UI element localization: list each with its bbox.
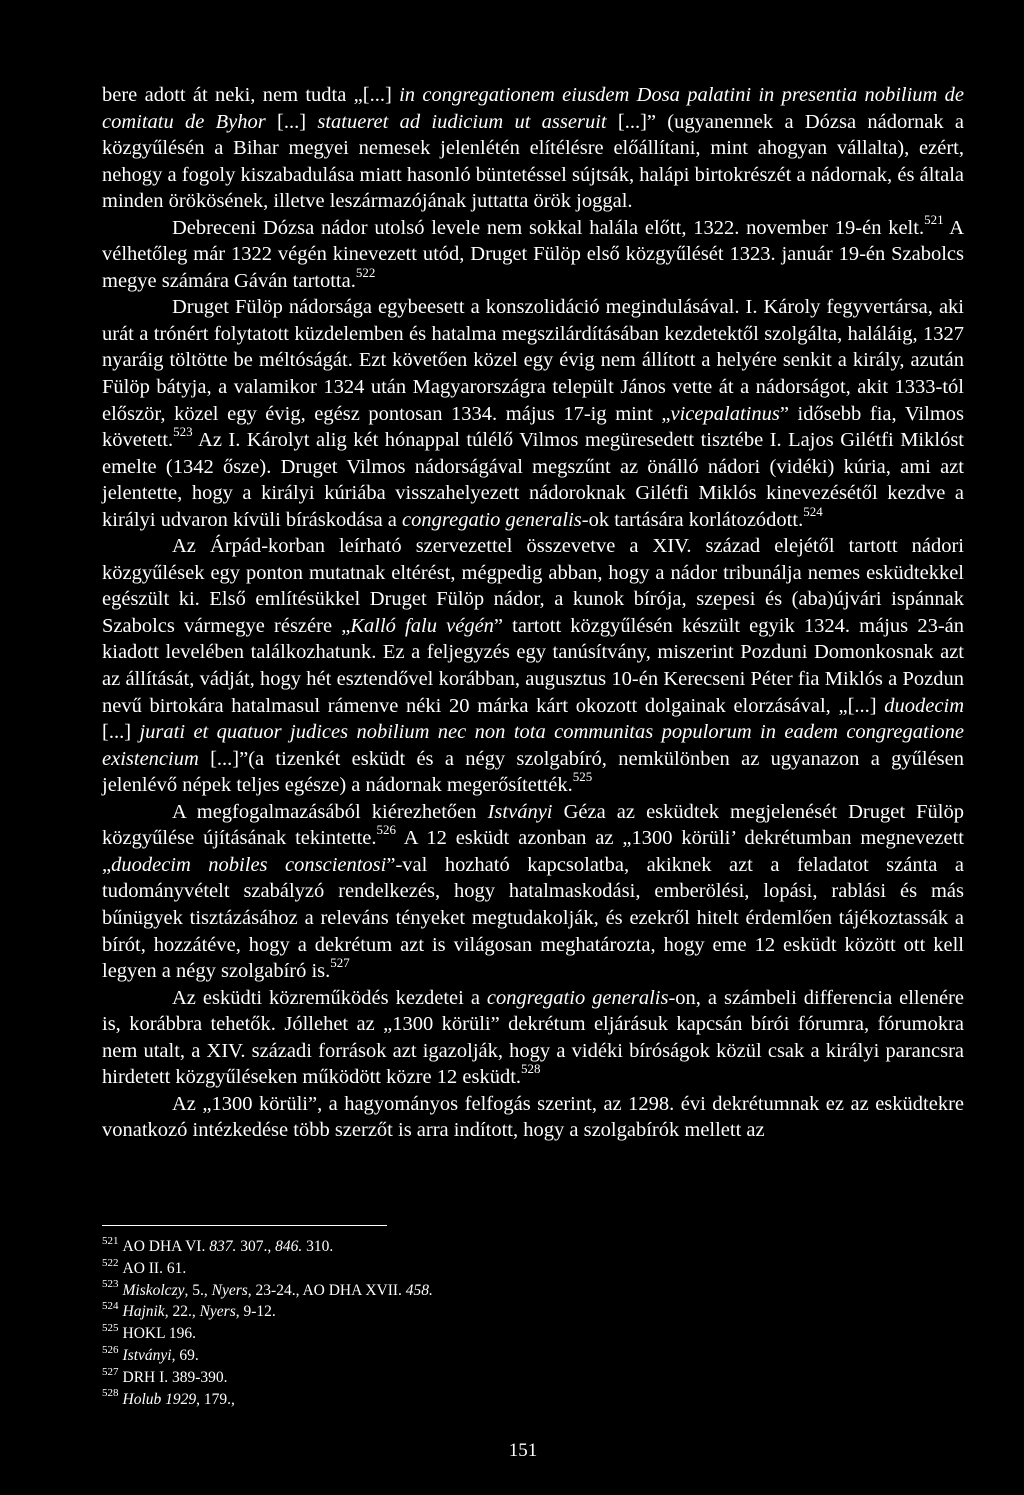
text-run: Az Árpád-korban leírható szervezettel összevetve a XIV. század elejétől tartott nádori közgyűlések egy ponton mutatnak eltérést, mégpedig abban, hogy a nádor tribunálja nemes esküdtekkel egészült ki. Első említésükkel Druget Fülöp nádor, a kunok bírója, szepesi és (aba)újvári ispánnak Szabolcs vármegye részére „ xyxy=(102,535,964,637)
text-run: AO II. 61. xyxy=(122,1259,187,1277)
footnote-number: 521 xyxy=(102,1234,119,1247)
text-run: Az „1300 körüli”, a hagyományos felfogás szerint, az 1298. évi dekrétumnak ez az esküdtekre vonatkozó intézkedése több szerzőt is arra indított, hogy a szolgabírók mellett az xyxy=(102,1092,964,1142)
italic-text: Miskolczy xyxy=(122,1281,185,1299)
text-run: [...] xyxy=(265,110,318,133)
footnote xyxy=(102,1389,962,1411)
footnote-number: 524 xyxy=(102,1300,119,1313)
footnote-number: 528 xyxy=(102,1387,119,1400)
text-run: , 9-12. xyxy=(235,1303,276,1321)
footnote-ref: 523 xyxy=(173,424,193,440)
text-run: DRH I. 389-390. xyxy=(122,1368,228,1386)
footnote-number: 525 xyxy=(102,1322,119,1335)
footnote xyxy=(102,1345,962,1367)
italic-text: Holub 1929 xyxy=(122,1390,197,1408)
text-run: ” idősebb fia, Vilmos követett. xyxy=(102,402,964,452)
footnote-number: 522 xyxy=(102,1256,119,1269)
footnote xyxy=(102,1258,962,1280)
text-run: Géza az esküdtek megjelenését Druget Fülöp közgyűlése újításának tekintette. xyxy=(102,800,964,850)
text-run: AO DHA VI. xyxy=(122,1238,210,1255)
italic-text: congregatio generalis xyxy=(402,508,582,531)
footnote-ref: 522 xyxy=(355,265,376,280)
text-run: Debreceni Dózsa nádor utolsó levele nem sokkal halála előtt, 1322. november 19-én kelt. xyxy=(172,216,925,239)
text-run: ”-val hozható kapcsolatba, akiknek azt a feladatot szánta a tudományvételt szabályzó rendelkezés, hogy hatalmaskodási, emberölési, lopási, rablási és más bűnügyek tisztázásához a releváns tényeket megtudakolják, és ezekről hitelt érdemlően tájékoztassák a bírót, hozzátéve, hogy a dekrétum azt is világosan meghatározta, hogy eme 12 esküdt között ott kell legyen a négy szolgabíró is. xyxy=(102,853,964,983)
italic-text: duodecim nobiles conscientosi xyxy=(111,853,387,876)
footnote-ref: 527 xyxy=(330,955,350,971)
footnote xyxy=(102,1323,962,1345)
text-run: Az I. Károlyt alig két hónappal túlélő Vilmos megüresedett tisztébe I. Lajos Gilétfi Miklóst emelte (1342 ősze). Druget Vilmos nádorságával megszűnt az önálló nádori (vidéki) kúria, ami azt jelentette, hogy a királyi kúriába visszahelyezett nádoroknak Gilétfi Miklós kinevezésétől kezdve a királyi udvaron kívüli bíráskodása a xyxy=(102,429,964,531)
italic-text: vicepalatinus xyxy=(670,402,780,425)
italic-text: congregatio generalis xyxy=(486,986,669,1009)
italic-text: Hajnik xyxy=(122,1303,165,1321)
paragraph xyxy=(102,294,964,533)
footnote-ref: 521 xyxy=(924,211,944,227)
text-run: [...]” (ugyanennek a Dózsa nádornak a közgyűlésén a Bihar megyei nemesek jelenlétén elítélésre előállítani, mint ahogyan vállalta), ezért, nehogy a fogoly kiszabadulása miatt hasonló büntetéssel sújtsák, halápi birtokrészét a nádornak, és általa minden örökösének, illetve leszármazójának juttatta örök joggal. xyxy=(102,110,965,213)
text-run: Az esküdti közreműködés kezdetei a xyxy=(172,986,487,1009)
paragraph xyxy=(102,211,964,295)
italic-text: jurati et quatuor judices nobilium nec non tota communitas populorum in eadem congregatione existencium xyxy=(102,721,964,770)
footnote-ref: 526 xyxy=(376,822,397,838)
body-text xyxy=(102,82,964,1144)
text-run: A vélhetőleg már 1322 végén kinevezett utód, Druget Fülöp első közgyűlését 1323. január 19-én Szabolcs megye számára Gáván tartotta. xyxy=(102,216,964,292)
italic-text: Nyers xyxy=(199,1303,236,1321)
text-run: A 12 esküdt azonban az „1300 körüli’ dekrétumban megnevezett „ xyxy=(102,827,965,876)
footnote-ref: 525 xyxy=(572,769,593,785)
italic-text: duodecim xyxy=(884,694,964,717)
footnote-separator xyxy=(102,1225,387,1226)
text-run: , 179., xyxy=(196,1390,235,1408)
text-run: A megfogalmazásából kiérezhetően xyxy=(172,800,488,823)
text-run: , 22., xyxy=(164,1303,200,1321)
footnote-ref: 528 xyxy=(521,1061,541,1077)
paragraph xyxy=(102,533,964,798)
italic-text: statueret ad iudicium ut asseruit xyxy=(317,110,607,133)
italic-text: 458. xyxy=(405,1281,433,1299)
footnotes xyxy=(102,1236,962,1410)
text-run: 310. xyxy=(302,1238,334,1255)
footnote-number: 523 xyxy=(102,1278,119,1291)
italic-text: Kalló falu végén xyxy=(350,614,494,637)
footnote xyxy=(102,1280,962,1302)
text-run: , 5., xyxy=(184,1281,212,1299)
paragraph xyxy=(102,985,964,1091)
footnote-ref: 524 xyxy=(803,503,823,519)
page-number: 151 xyxy=(508,1440,538,1461)
footnote-number: 527 xyxy=(102,1365,119,1378)
text-run: ” tartott közgyűlésén készült egyik 1324. május 23-án kiadott levelében találkozhatunk. Ez a feljegyzés egy tanúsítvány, miszerint Pozduni Domonkosnak azt az állítását, vádját, hogy hét esztendővel korábban, augusztus 10-én Kerecseni Péter fia Miklós a Pozdun nevű birtokára hatalmasul rámenve néki 20 márka kárt okozott dolgainak elorzásával, „[...] xyxy=(102,614,964,717)
italic-text: 837. xyxy=(209,1238,237,1255)
italic-text: in congregationem eiusdem Dosa palatini in presentia nobilium de comitatu de Byhor xyxy=(102,84,964,133)
text-run: bere adott át neki, nem tudta „[...] xyxy=(102,84,400,106)
text-run: , 23-24., AO DHA XVII. xyxy=(247,1281,406,1299)
footnote-number: 526 xyxy=(102,1343,119,1356)
text-run: HOKL 196. xyxy=(122,1325,196,1343)
text-run: , 69. xyxy=(171,1346,199,1364)
text-run: -ok tartására korlátozódott. xyxy=(581,508,804,531)
footnote xyxy=(102,1236,962,1258)
paragraph xyxy=(102,799,964,985)
italic-text: 846. xyxy=(275,1238,303,1255)
italic-text: Istványi xyxy=(487,800,553,823)
text-run: 307., xyxy=(236,1238,276,1255)
text-run: -on, a számbeli differencia ellenére is, korábbra tehetők. Jóllehet az „1300 körüli” dekrétum eljárásuk kapcsán bírói fórumra, fórumokra nem utalt, a XIV. századi források azt igazolják, hogy a vidéki bíróságok közül csak a királyi parancsra hirdetett közgyűléseken működött közre 12 esküdt. xyxy=(102,986,965,1089)
footnote xyxy=(102,1367,962,1389)
italic-text: Nyers xyxy=(211,1281,248,1299)
paragraph xyxy=(102,82,964,215)
paragraph xyxy=(102,1091,964,1144)
italic-text: Istványi xyxy=(122,1346,172,1364)
footnote xyxy=(102,1301,962,1323)
text-run: [...]”(a tizenkét esküdt és a négy szolgabíró, nemkülönben az ugyanazon a gyűlésen jelenlévő népek teljes egésze) a nádornak megerősítették. xyxy=(102,747,964,797)
text-run: Druget Fülöp nádorsága egybeesett a konszolidáció megindulásával. I. Károly fegyvertársa, aki urát a trónért folytatott küzdelemben és hatalma megszilárdításában kezdetektől szolgálta, haláláig, 1327 nyaráig töltötte be méltóságát. Ezt követően közel egy évig nem állított a helyére senkit a király, azután Fülöp bátyja, a valamikor 1324 után Magyarországra települt János vette át a nádorságot, akit 1333-tól először, közel egy évig, egész pontosan 1334. május 17-ig mint „ xyxy=(102,296,964,425)
text-run: [...] xyxy=(102,721,140,744)
